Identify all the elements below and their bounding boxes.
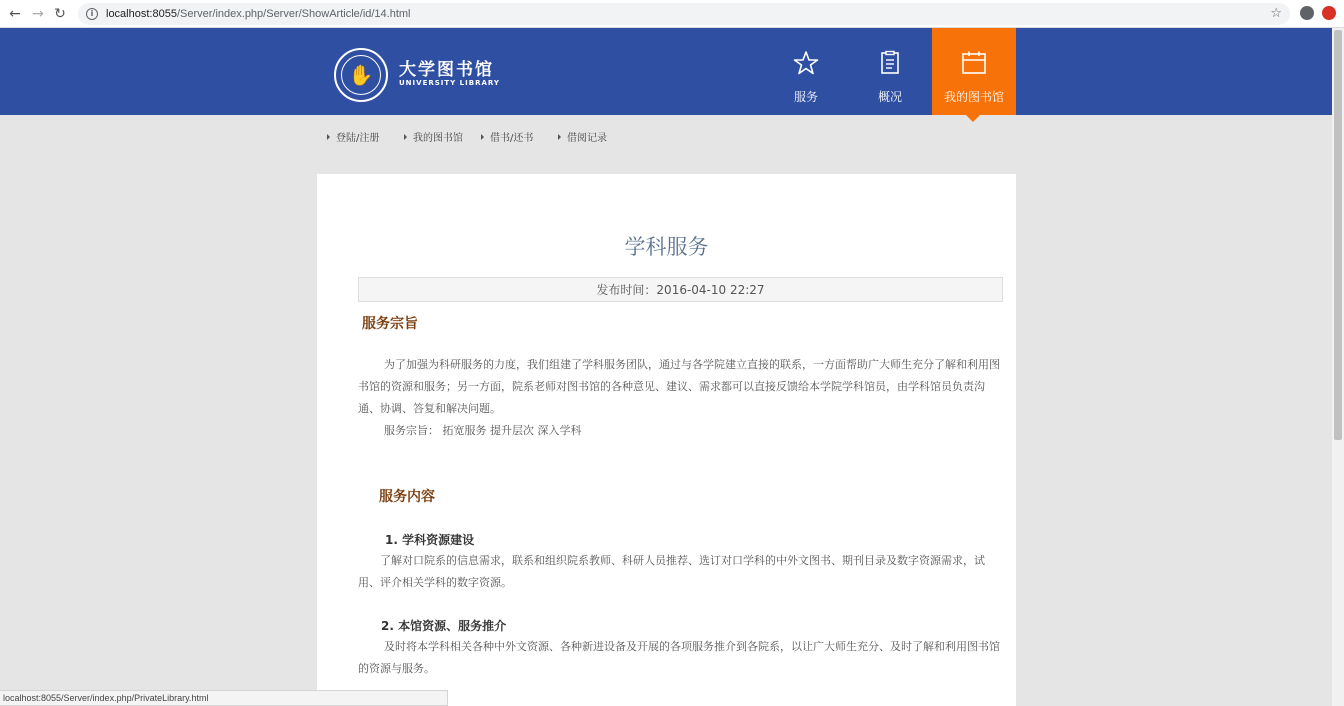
item-paragraph: 了解对口院系的信息需求，联系和组织院系教师、科研人员推荐、选订对口学科的中外文图书、期刊目录及数字资源需求，试用、评介相关学科的数字资源。 <box>358 554 985 589</box>
nav-item-my-library[interactable] <box>932 28 1016 115</box>
subnav-label: 我的图书馆 <box>413 133 463 144</box>
reload-icon[interactable]: ↻ <box>54 6 66 22</box>
item-heading-resources: 1. 学科资源建设 <box>385 533 475 547</box>
section-heading-purpose: 服务宗旨 <box>362 316 418 332</box>
address-text <box>106 8 411 20</box>
address-bar[interactable] <box>78 3 1290 25</box>
bullet-triangle-icon <box>481 134 484 140</box>
university-seal-logo[interactable] <box>334 48 388 102</box>
subnav-login[interactable] <box>327 129 379 144</box>
service-motto: 服务宗旨： 拓宽服务 提升层次 深入学科 <box>384 424 582 437</box>
brand-name-en: UNIVERSITY LIBRARY <box>399 79 500 87</box>
url-host: localhost:8055 <box>106 8 177 20</box>
brand-name-cn: 大学图书馆 <box>399 60 494 80</box>
active-nav-caret <box>966 115 980 122</box>
subnav-borrow-history[interactable] <box>558 129 607 144</box>
back-icon[interactable]: ← <box>9 6 21 22</box>
scrollbar-thumb[interactable] <box>1334 30 1342 440</box>
section-paragraph: 为了加强为科研服务的力度，我们组建了学科服务团队，通过与各学院建立直接的联系，一方面帮助广大师生充分了解和利用图书馆的资源和服务；另一方面，院系老师对图书馆的各种意见、建议、需求都可以直接反馈给本学院学科馆员，由学科馆员负责沟通、协调、答复和解决问题。 <box>358 358 1000 415</box>
article-title: 学科服务 <box>624 235 709 259</box>
seal-inner-icon: ✋ <box>341 55 381 95</box>
nav-item-service[interactable] <box>764 28 848 115</box>
url-path: /Server/index.php/Server/ShowArticle/id/14.html <box>176 8 411 20</box>
subnav-label: 借阅记录 <box>567 133 607 144</box>
info-icon[interactable]: i <box>86 8 98 20</box>
forward-icon[interactable]: → <box>32 6 44 22</box>
subnav-label: 借书/还书 <box>490 133 534 144</box>
status-bar-url: localhost:8055/Server/index.php/PrivateLibrary.html <box>0 690 448 706</box>
section-heading-content: 服务内容 <box>379 489 435 505</box>
profile-icon[interactable] <box>1300 6 1314 20</box>
clipboard-icon <box>877 50 903 76</box>
nav-label: 概况 <box>877 90 902 104</box>
subnav-label: 登陆/注册 <box>336 133 380 144</box>
nav-label: 服务 <box>793 90 818 104</box>
bullet-triangle-icon <box>327 134 330 140</box>
calendar-icon <box>961 50 987 76</box>
item-heading-promotion: 2. 本馆资源、服务推介 <box>381 619 507 633</box>
subnav-borrow-return[interactable] <box>481 129 533 144</box>
nav-item-overview[interactable] <box>848 28 932 115</box>
nav-label: 我的图书馆 <box>943 90 1004 104</box>
item-paragraph: 及时将本学科相关各种中外文资源、各种新进设备及开展的各项服务推介到各院系，以让广大师生充分、及时了解和利用图书馆的资源与服务。 <box>358 640 1000 675</box>
bullet-triangle-icon <box>558 134 561 140</box>
extension-icon[interactable] <box>1322 6 1336 20</box>
bullet-triangle-icon <box>404 134 407 140</box>
publish-time: 发布时间：2016-04-10 22:27 <box>358 277 1003 302</box>
bookmark-star-icon[interactable]: ☆ <box>1270 6 1282 21</box>
subnav-my-library[interactable] <box>404 129 463 144</box>
star-icon <box>793 50 819 76</box>
article-card <box>317 174 1016 706</box>
browser-toolbar <box>0 0 1344 28</box>
site-header <box>0 28 1332 115</box>
